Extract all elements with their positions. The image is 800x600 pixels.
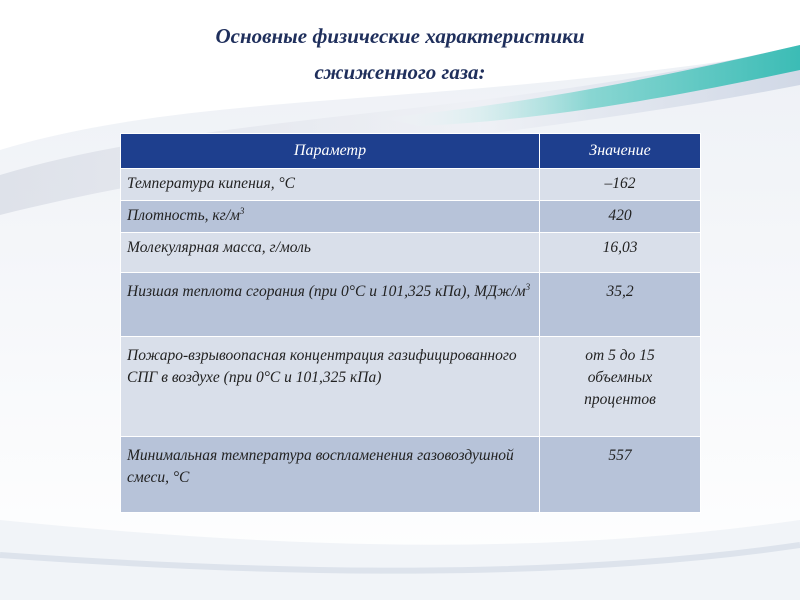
table-row	[121, 169, 701, 201]
table-row	[121, 233, 701, 273]
slide-title	[0, 18, 800, 90]
param-cell: Плотность, $кг/м^3$	[121, 201, 540, 233]
header-value: Значение	[540, 134, 701, 169]
table-row	[121, 337, 701, 437]
table-header-row	[121, 134, 701, 169]
table-row	[121, 201, 701, 233]
value-cell: –162	[540, 169, 701, 201]
param-cell: Низшая теплота сгорания (при 0°С и 101,325 кПа), МДж/$м^3$	[121, 273, 540, 337]
value-cell: 16,03	[540, 233, 701, 273]
table-row	[121, 437, 701, 513]
value-cell: 35,2	[540, 273, 701, 337]
table-row	[121, 273, 701, 337]
header-parameter: Параметр	[121, 134, 540, 169]
title-line-2: сжиженного газа:	[314, 60, 486, 84]
param-cell: Температура кипения, °С	[121, 169, 540, 201]
value-cell: 557	[540, 437, 701, 513]
param-cell: Пожаро-взрывоопасная концентрация газифицированного СПГ в воздухе (при 0°С и 101,325 кПа)	[121, 337, 540, 437]
value-cell: от 5 до 15 объемных процентов	[540, 337, 701, 437]
characteristics-table	[120, 133, 701, 513]
param-cell: Молекулярная масса, г/моль	[121, 233, 540, 273]
param-cell: Минимальная температура воспламенения газовоздушной смеси, °С	[121, 437, 540, 513]
value-cell: 420	[540, 201, 701, 233]
title-line-1: Основные физические характеристики	[215, 24, 585, 48]
